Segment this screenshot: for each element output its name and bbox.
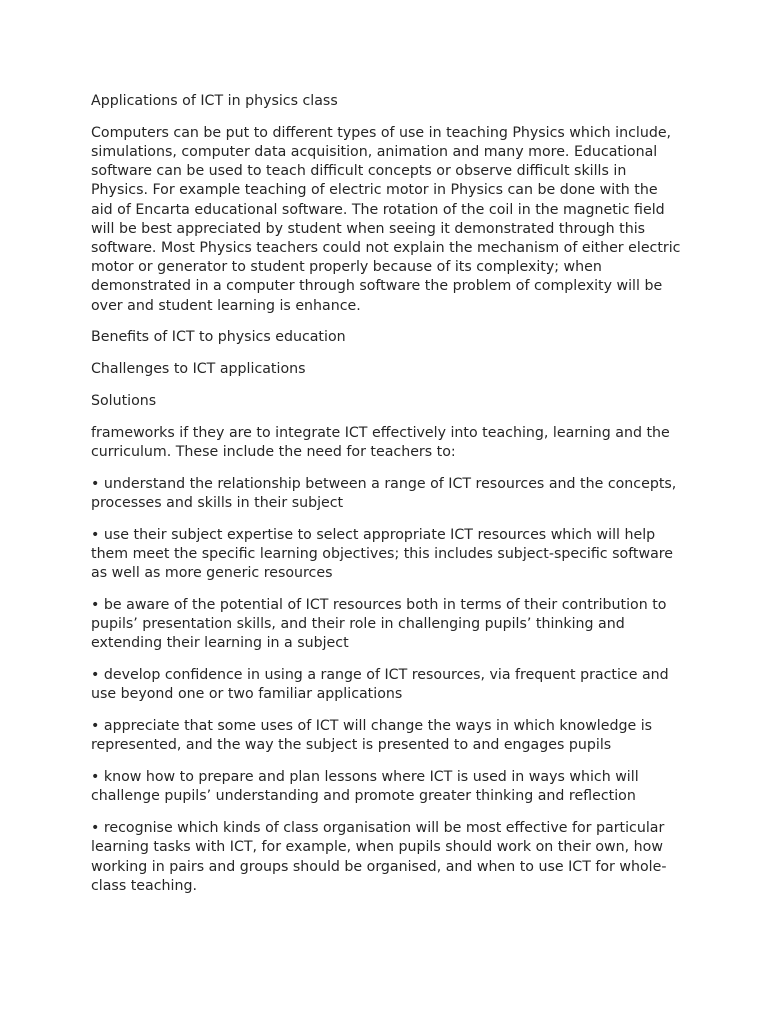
list-item: • know how to prepare and plan lessons where ICT is used in ways which will challenge pupils’ understanding and promote greater thinking and reflection [91, 769, 639, 805]
document-title: Applications of ICT in physics class [91, 93, 338, 109]
document-page [91, 92, 681, 909]
list-item: • appreciate that some uses of ICT will change the ways in which knowledge is represented, and the way the subject is presented to and engages pupils [91, 718, 653, 754]
list-item: • understand the relationship between a range of ICT resources and the concepts, processes and skills in their subject [91, 475, 677, 512]
challenges-heading: Challenges to ICT applications [91, 361, 306, 378]
teacher-needs-list [91, 475, 681, 896]
solutions-heading: Solutions [91, 393, 157, 410]
list-item: • use their subject expertise to select appropriate ICT resources which will help them meet the specific learning objectives; this includes subject-specific software as well as more generic resources [91, 526, 674, 582]
intro-paragraph: Computers can be put to different types of use in teaching Physics which include, simulations, computer data acquisition, animation and many more. Educational software can be used to teach difficult concepts or observe difficult skills in Physics. For example teaching of electric motor in Physics can be done with the aid of Encarta educational software. The rotation of the coil in the magnetic field will be best appreciated by student when seeing it demonstrated through this software. Most Physics teachers could not explain the mechanism of either electric motor or generator to student properly because of its complexity; when demonstrated in a computer through software the problem of complexity will be over and student learning is enhance. [91, 124, 681, 314]
list-item: • recognise which kinds of class organisation will be most effective for particular learning tasks with ICT, for example, when pupils should work on their own, how working in pairs and groups should be organised, and when to use ICT for whole-class teaching. [91, 820, 667, 894]
list-item: • develop confidence in using a range of ICT resources, via frequent practice and use beyond one or two familiar applications [91, 667, 669, 703]
frameworks-paragraph: frameworks if they are to integrate ICT effectively into teaching, learning and the curriculum. These include the need for teachers to: [91, 424, 670, 461]
list-item: • be aware of the potential of ICT resources both in terms of their contribution to pupils’ presentation skills, and their role in challenging pupils’ thinking and extending their learning in a subject [91, 597, 667, 652]
benefits-heading: Benefits of ICT to physics education [91, 329, 346, 346]
